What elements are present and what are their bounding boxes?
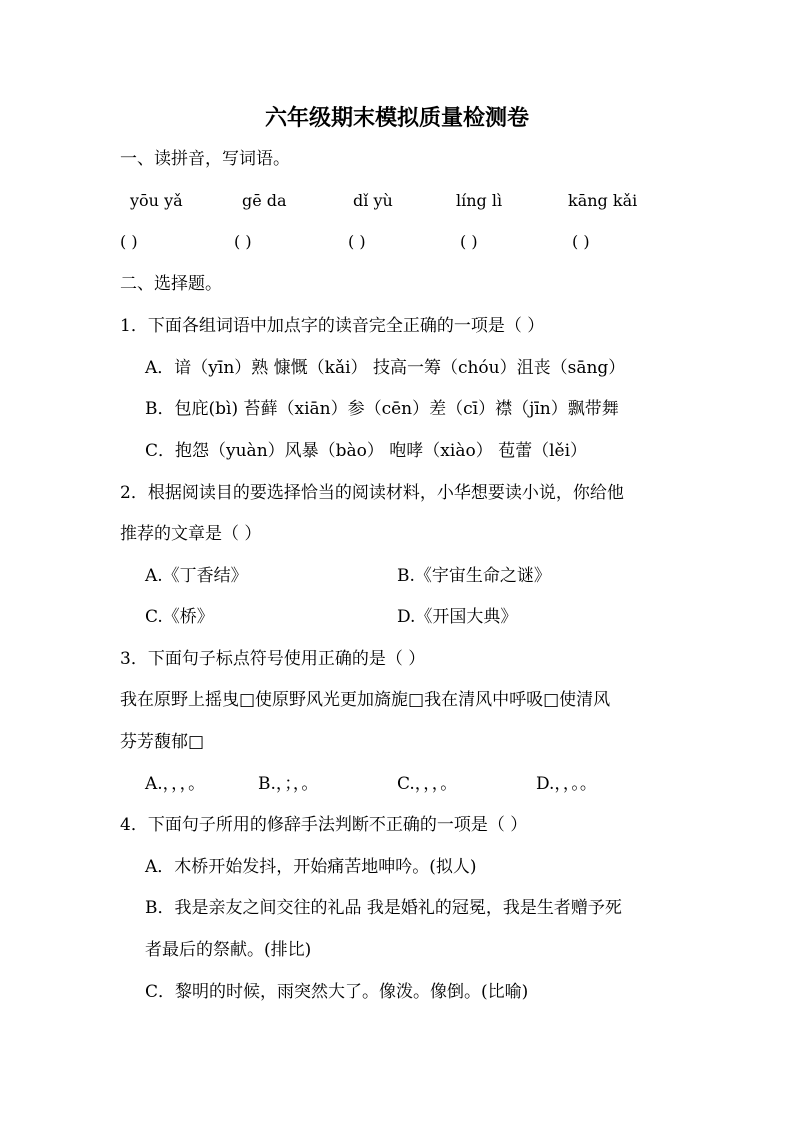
q1-option-c: C．抱怨（yuàn）风暴（bào） 咆哮（xiào） 苞蕾（lěi） xyxy=(145,441,588,461)
q1-option-a: A．谙（yīn）熟 慷慨（kǎi） 技高一筹（chóu）沮丧（sāng） xyxy=(145,358,626,378)
pinyin-3: dǐ yù xyxy=(353,191,393,210)
q3-option-c: C.，，，。 xyxy=(397,774,458,794)
q4-option-b-line1: B．我是亲友之间交往的礼品 我是婚礼的冠冕，我是生者赠予死 xyxy=(145,898,622,918)
section1-heading: 一、读拼音，写词语。 xyxy=(120,149,290,169)
pinyin-2: gē da xyxy=(242,191,287,210)
answer-blank-2[interactable]: ( ) xyxy=(234,232,252,251)
q2-option-a: A.《丁香结》 xyxy=(145,566,248,586)
q4-option-c: C．黎明的时候，雨突然大了。像泼。像倒。(比喻) xyxy=(145,982,529,1002)
q4-option-b-line2: 者最后的祭献。(排比) xyxy=(145,940,312,960)
q4-option-a: A．木桥开始发抖，开始痛苦地呻吟。(拟人) xyxy=(145,857,477,877)
q3-option-b: B.，；，。 xyxy=(258,774,319,794)
answer-blank-5[interactable]: ( ) xyxy=(572,232,590,251)
pinyin-1: yōu yǎ xyxy=(130,191,183,210)
answer-blank-4[interactable]: ( ) xyxy=(460,232,478,251)
section2-heading: 二、选择题。 xyxy=(120,274,222,294)
q3-passage-line2: 芬芳馥郁□ xyxy=(120,732,205,752)
answer-blank-3[interactable]: ( ) xyxy=(348,232,366,251)
q3-option-a: A.，，，。 xyxy=(145,774,206,794)
answer-blanks-row xyxy=(120,230,690,254)
q2-option-d: D.《开国大典》 xyxy=(397,607,518,627)
q1-option-b: B．包庇(bì) 苔藓（xiān）参（cēn）差（cī）襟（jīn）飘带舞 xyxy=(145,399,619,419)
q3-option-d: D.，，。。 xyxy=(536,774,597,794)
q3-passage-line1: 我在原野上摇曳□使原野风光更加旖旎□我在清风中呼吸□使清风 xyxy=(120,690,611,710)
answer-blank-1[interactable]: ( ) xyxy=(120,232,138,251)
q4-stem: 4．下面句子所用的修辞手法判断不正确的一项是（ ） xyxy=(120,815,528,835)
q2-option-b: B.《宇宙生命之谜》 xyxy=(397,566,551,586)
q1-stem: 1．下面各组词语中加点字的读音完全正确的一项是（ ） xyxy=(120,316,545,336)
pinyin-4: líng lì xyxy=(456,191,503,210)
q2-stem-line1: 2．根据阅读目的要选择恰当的阅读材料，小华想要读小说，你给他 xyxy=(120,483,624,503)
q2-option-c: C.《桥》 xyxy=(145,607,214,627)
pinyin-5: kāng kǎi xyxy=(568,191,638,210)
pinyin-row xyxy=(120,189,690,213)
q2-stem-line2: 推荐的文章是（ ） xyxy=(120,524,262,544)
page-title: 六年级期末模拟质量检测卷 xyxy=(264,105,529,131)
q3-stem: 3．下面句子标点符号使用正确的是（ ） xyxy=(120,649,426,669)
